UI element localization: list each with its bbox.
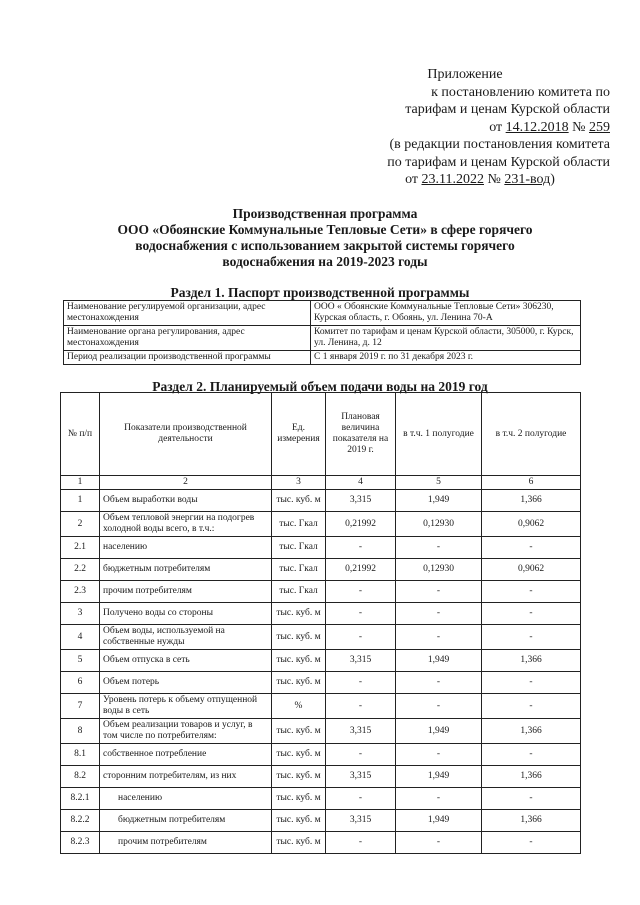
table-row: [61, 788, 581, 810]
row-h1-value: -: [396, 832, 482, 854]
table-row: [64, 326, 581, 351]
row-h2-value: -: [482, 694, 581, 719]
row-h2-value: -: [482, 537, 581, 559]
appendix-date: 14.12.2018: [505, 119, 569, 135]
row-number: 2.2: [61, 559, 100, 581]
row-indicator: прочим потребителям: [100, 581, 272, 603]
row-h1-value: -: [396, 744, 482, 766]
table-row: [61, 744, 581, 766]
passport-value: Комитет по тарифам и ценам Курской области, 305000, г. Курск, ул. Ленина, д. 12: [311, 326, 581, 351]
col-header-h1: в т.ч. 1 полугодие: [396, 393, 482, 476]
row-plan-value: -: [326, 672, 396, 694]
row-indicator: Получено воды со стороны: [100, 603, 272, 625]
row-indicator: Объем выработки воды: [100, 490, 272, 512]
title-line: водоснабжения на 2019-2023 годы: [222, 254, 428, 269]
row-number: 8.1: [61, 744, 100, 766]
row-unit: тыс. Гкал: [272, 559, 326, 581]
row-indicator: Уровень потерь к объему отпущенной воды в сеть: [100, 694, 272, 719]
row-unit: тыс. куб. м: [272, 832, 326, 854]
row-h1-value: 1,949: [396, 719, 482, 744]
col-header-num: № п/п: [61, 393, 100, 476]
row-unit: тыс. куб. м: [272, 810, 326, 832]
row-h2-value: -: [482, 672, 581, 694]
row-h1-value: -: [396, 625, 482, 650]
table-row: [61, 672, 581, 694]
title-line: Производственная программа: [232, 206, 418, 221]
row-unit: тыс. куб. м: [272, 650, 326, 672]
row-h2-value: -: [482, 744, 581, 766]
row-plan-value: 0,21992: [326, 512, 396, 537]
index-cell: 2: [100, 476, 272, 490]
row-unit: тыс. куб. м: [272, 603, 326, 625]
row-h1-value: 1,949: [396, 650, 482, 672]
table-row: [61, 694, 581, 719]
row-plan-value: -: [326, 625, 396, 650]
appendix-line: по тарифам и ценам Курской области: [387, 154, 610, 170]
row-indicator: бюджетным потребителям: [100, 559, 272, 581]
row-unit: тыс. куб. м: [272, 744, 326, 766]
row-number: 2.1: [61, 537, 100, 559]
row-number: 6: [61, 672, 100, 694]
row-h1-value: -: [396, 788, 482, 810]
row-number: 2.3: [61, 581, 100, 603]
col-header-unit: Ед. измерения: [272, 393, 326, 476]
row-h2-value: 1,366: [482, 810, 581, 832]
appendix-title: Приложение: [427, 67, 503, 82]
row-plan-value: 3,315: [326, 490, 396, 512]
row-plan-value: -: [326, 832, 396, 854]
passport-label: Наименование органа регулирования, адрес местонахождения: [64, 326, 311, 351]
row-unit: %: [272, 694, 326, 719]
row-indicator: Объем потерь: [100, 672, 272, 694]
row-plan-value: -: [326, 744, 396, 766]
appendix-amend-line: [320, 171, 610, 189]
table-header-row: [61, 393, 581, 476]
row-unit: тыс. куб. м: [272, 490, 326, 512]
table-row: [61, 832, 581, 854]
row-number: 8.2.3: [61, 832, 100, 854]
appendix-line: (в редакции постановления комитета: [389, 137, 610, 152]
row-h1-value: -: [396, 672, 482, 694]
row-unit: тыс. куб. м: [272, 788, 326, 810]
row-unit: тыс. Гкал: [272, 512, 326, 537]
row-h2-value: -: [482, 625, 581, 650]
row-indicator: прочим потребителям: [100, 832, 272, 854]
row-indicator: населению: [100, 537, 272, 559]
row-indicator: бюджетным потребителям: [100, 810, 272, 832]
row-number: 1: [61, 490, 100, 512]
row-number: 8.2.1: [61, 788, 100, 810]
passport-label: Период реализации производственной программы: [64, 351, 311, 365]
row-h1-value: 1,949: [396, 766, 482, 788]
row-unit: тыс. Гкал: [272, 537, 326, 559]
col-header-name: Показатели производственной деятельности: [100, 393, 272, 476]
title-line: ООО «Обоянские Коммунальные Тепловые Сети» в сфере горячего: [117, 222, 533, 237]
row-indicator: Объем отпуска в сеть: [100, 650, 272, 672]
table-row: [61, 603, 581, 625]
row-indicator: собственное потребление: [100, 744, 272, 766]
row-h1-value: -: [396, 537, 482, 559]
row-h1-value: 0,12930: [396, 512, 482, 537]
row-h1-value: 1,949: [396, 810, 482, 832]
row-number: 4: [61, 625, 100, 650]
index-cell: 5: [396, 476, 482, 490]
row-h2-value: -: [482, 603, 581, 625]
row-plan-value: 3,315: [326, 719, 396, 744]
table-row: [61, 559, 581, 581]
row-indicator: населению: [100, 788, 272, 810]
row-h1-value: 0,12930: [396, 559, 482, 581]
table-row: [61, 512, 581, 537]
row-plan-value: -: [326, 581, 396, 603]
row-number: 8.2.2: [61, 810, 100, 832]
row-h2-value: 1,366: [482, 719, 581, 744]
appendix-paren: ): [550, 172, 555, 187]
row-h2-value: -: [482, 788, 581, 810]
table-row: [64, 301, 581, 326]
index-cell: 6: [482, 476, 581, 490]
water-volume-table: [60, 392, 581, 854]
table-row: [61, 766, 581, 788]
row-h2-value: 1,366: [482, 766, 581, 788]
row-plan-value: 0,21992: [326, 559, 396, 581]
col-header-h2: в т.ч. 2 полугодие: [482, 393, 581, 476]
row-number: 5: [61, 650, 100, 672]
row-unit: тыс. Гкал: [272, 581, 326, 603]
passport-label: Наименование регулируемой организации, адрес местонахождения: [64, 301, 311, 326]
row-indicator: Объем тепловой энергии на подогрев холодной воды всего, в т.ч.:: [100, 512, 272, 537]
row-plan-value: -: [326, 603, 396, 625]
appendix-number: 259: [589, 119, 610, 135]
appendix-line: к постановлению комитета по: [431, 84, 610, 100]
row-unit: тыс. куб. м: [272, 625, 326, 650]
appendix-decree-line: [320, 119, 610, 137]
row-plan-value: 3,315: [326, 810, 396, 832]
col-header-plan: Плановая величина показателя на 2019 г.: [326, 393, 396, 476]
row-plan-value: 3,315: [326, 766, 396, 788]
row-h1-value: 1,949: [396, 490, 482, 512]
row-plan-value: -: [326, 788, 396, 810]
table-row: [61, 490, 581, 512]
row-number: 3: [61, 603, 100, 625]
index-cell: 3: [272, 476, 326, 490]
index-cell: 4: [326, 476, 396, 490]
index-cell: 1: [61, 476, 100, 490]
appendix-amend-number: 231-вод: [504, 172, 551, 187]
row-h2-value: -: [482, 832, 581, 854]
row-plan-value: -: [326, 537, 396, 559]
row-number: 8.2: [61, 766, 100, 788]
table-row: [61, 810, 581, 832]
row-indicator: сторонним потребителям, из них: [100, 766, 272, 788]
row-plan-value: 3,315: [326, 650, 396, 672]
appendix-header: [320, 66, 610, 189]
document-title: [60, 206, 590, 270]
table-row: [61, 650, 581, 672]
row-h1-value: -: [396, 581, 482, 603]
table-row: [61, 581, 581, 603]
row-h2-value: 0,9062: [482, 559, 581, 581]
row-indicator: Объем реализации товаров и услуг, в том числе по потребителям:: [100, 719, 272, 744]
table-row: [61, 537, 581, 559]
column-index-row: [61, 476, 581, 490]
table-row: [64, 351, 581, 365]
row-unit: тыс. куб. м: [272, 719, 326, 744]
row-h2-value: 1,366: [482, 650, 581, 672]
row-unit: тыс. куб. м: [272, 672, 326, 694]
section2-heading: Раздел 2. Планируемый объем подачи воды на 2019 год: [152, 379, 488, 394]
row-unit: тыс. куб. м: [272, 766, 326, 788]
passport-value: ООО « Обоянские Коммунальные Тепловые Сети» 306230, Курская область, г. Обоянь, ул. Ленина 70-А: [311, 301, 581, 326]
passport-value: С 1 января 2019 г. по 31 декабря 2023 г.: [311, 351, 581, 365]
appendix-amend-date: 23.11.2022: [421, 172, 484, 187]
row-h1-value: -: [396, 603, 482, 625]
row-number: 8: [61, 719, 100, 744]
title-line: водоснабжения с использованием закрытой системы горячего: [135, 238, 515, 253]
row-number: 7: [61, 694, 100, 719]
table-body: [61, 490, 581, 854]
section1-heading: Раздел 1. Паспорт производственной программы: [170, 285, 470, 300]
appendix-from: от: [489, 119, 503, 135]
passport-table: [63, 300, 581, 365]
table-row: [61, 625, 581, 650]
row-number: 2: [61, 512, 100, 537]
row-h1-value: -: [396, 694, 482, 719]
appendix-no-sign: №: [572, 119, 586, 135]
row-plan-value: -: [326, 694, 396, 719]
table-row: [61, 719, 581, 744]
row-h2-value: 1,366: [482, 490, 581, 512]
row-h2-value: -: [482, 581, 581, 603]
row-indicator: Объем воды, используемой на собственные нужды: [100, 625, 272, 650]
appendix-no-sign: №: [487, 172, 501, 187]
appendix-line: тарифам и ценам Курской области: [405, 102, 610, 117]
row-h2-value: 0,9062: [482, 512, 581, 537]
appendix-from: от: [405, 172, 418, 187]
